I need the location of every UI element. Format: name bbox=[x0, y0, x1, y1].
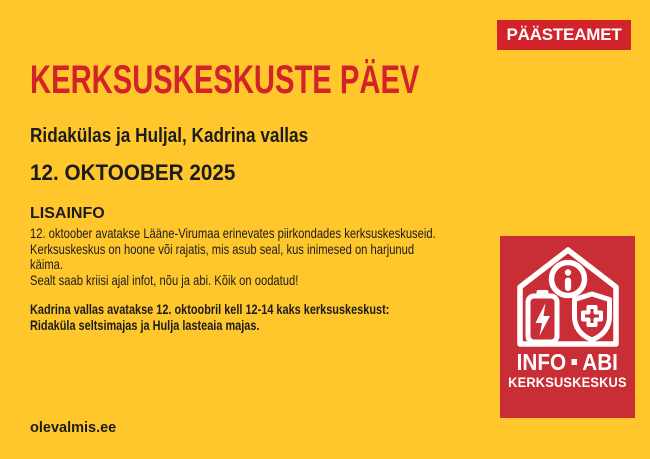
logo-title bbox=[517, 350, 618, 374]
info-circle-icon bbox=[551, 263, 584, 296]
paasteamet-badge bbox=[497, 20, 631, 50]
schedule-paragraph bbox=[30, 301, 491, 333]
lisainfo-line: käima. bbox=[30, 256, 63, 272]
page-title-text: KERKSUSKESKUSTE PÄEV bbox=[30, 58, 420, 102]
battery-icon bbox=[528, 290, 557, 342]
lisainfo-line: 12. oktoober avatakse Lääne-Virumaa erinevates piirkondades kerksuskeskuseid. bbox=[30, 225, 436, 241]
lisainfo-line: Kerksuskeskus on hoone või rajatis, mis asub seal, kus inimesed on harjunud bbox=[30, 240, 415, 257]
kerksuskeskus-house-icon bbox=[515, 246, 621, 348]
event-location: Ridakülas ja Huljal, Kadrina vallas bbox=[30, 125, 309, 147]
paasteamet-badge-label: PÄÄSTEAMET bbox=[506, 25, 622, 44]
logo-title-info: INFO bbox=[516, 349, 567, 375]
kerksuskeskus-logo-box bbox=[500, 236, 635, 418]
lisainfo-line: Sealt saab kriisi ajal infot, nõu ja abi. Kõik on oodatud! bbox=[30, 271, 299, 288]
logo-title-abi: ABI bbox=[582, 349, 619, 375]
event-date: 12. OKTOOBER 2025 bbox=[30, 160, 236, 185]
dot-separator-icon bbox=[572, 359, 577, 365]
lisainfo-heading: LISAINFO bbox=[30, 205, 105, 222]
logo-subtitle: KERKSUSKESKUS bbox=[508, 375, 627, 390]
lisainfo-paragraph bbox=[30, 226, 537, 288]
website-url: olevalmis.ee bbox=[30, 420, 117, 436]
schedule-line: Ridaküla seltsimajas ja Hulja lasteaia majas. bbox=[30, 317, 260, 333]
page-title bbox=[30, 59, 563, 101]
schedule-line: Kadrina vallas avatakse 12. oktoobril kell 12-14 kaks kerksuskeskust: bbox=[30, 301, 390, 317]
medical-shield-icon bbox=[574, 294, 609, 340]
